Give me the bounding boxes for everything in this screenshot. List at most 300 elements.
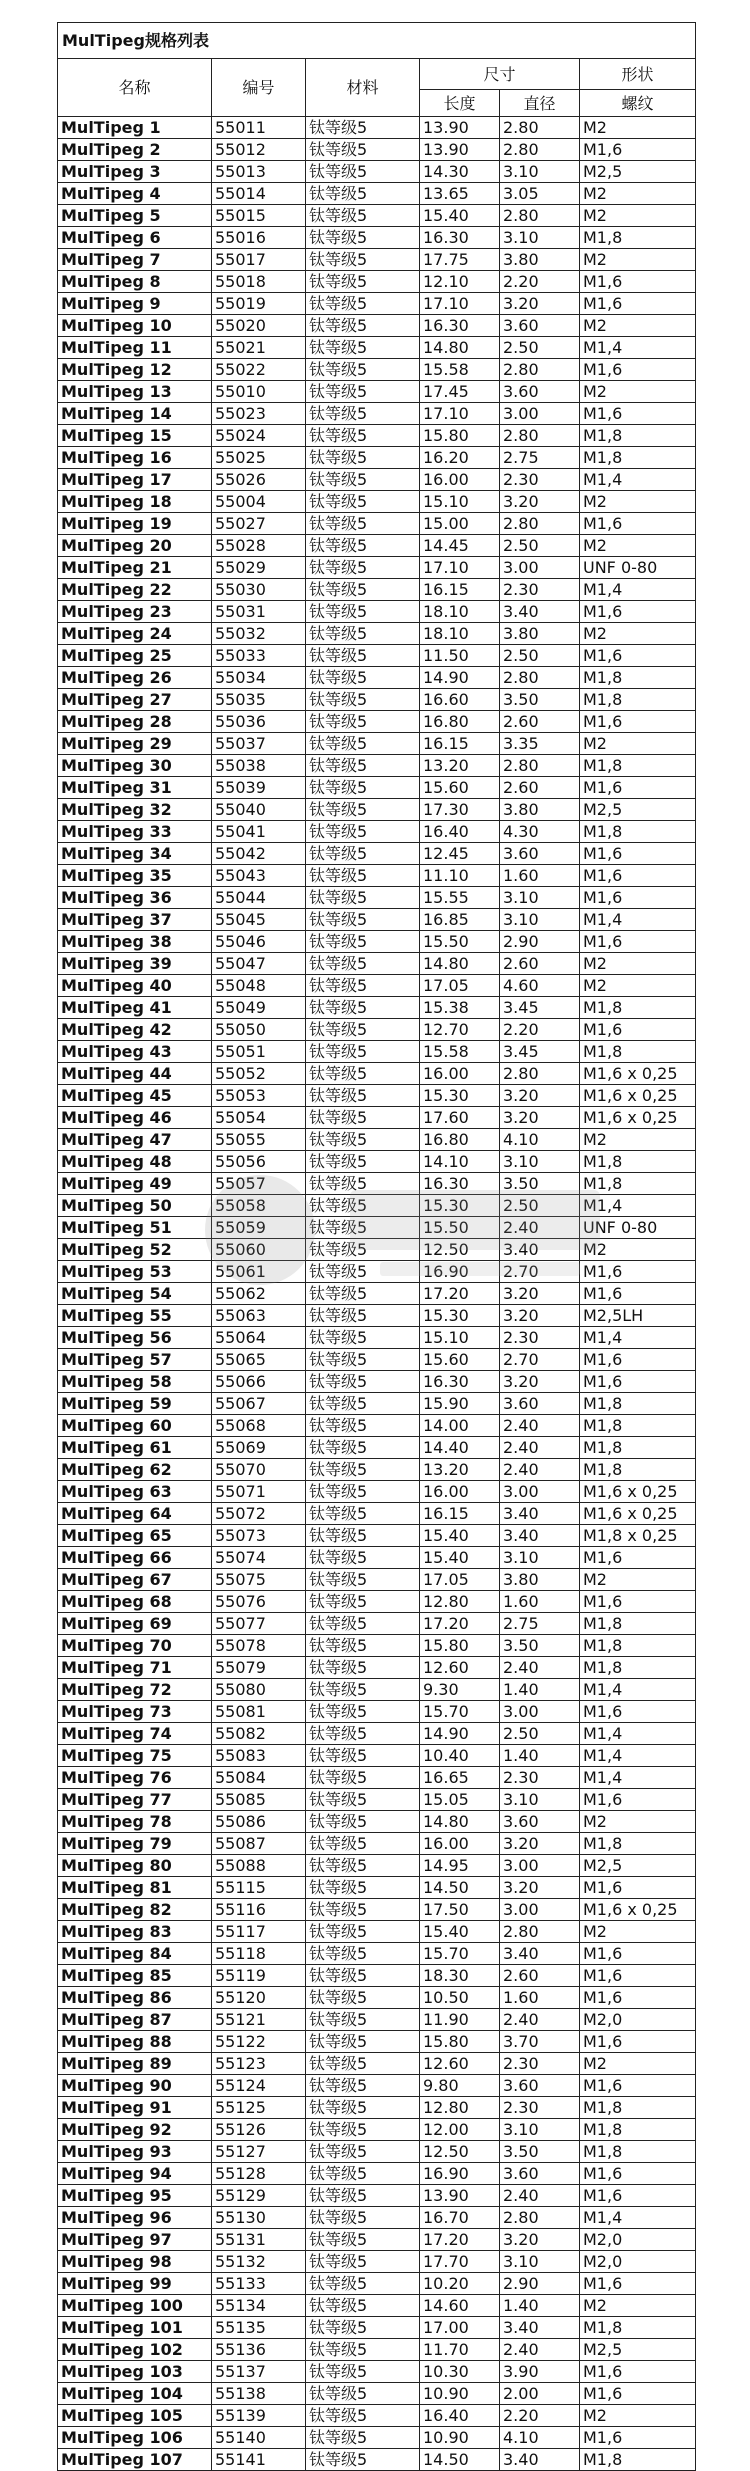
cell-material: 钛等级5 — [306, 1921, 420, 1943]
cell-length: 15.10 — [420, 491, 500, 513]
cell-length: 15.55 — [420, 887, 500, 909]
table-row — [58, 821, 696, 843]
cell-thread: M1,6 — [580, 931, 696, 953]
cell-code: 55044 — [212, 887, 306, 909]
cell-length: 10.90 — [420, 2383, 500, 2405]
cell-length: 17.00 — [420, 2317, 500, 2339]
cell-name: MulTipeg 96 — [58, 2207, 212, 2229]
cell-thread: M1,6 — [580, 1987, 696, 2009]
cell-code: 55132 — [212, 2251, 306, 2273]
cell-length: 15.58 — [420, 359, 500, 381]
cell-material: 钛等级5 — [306, 1305, 420, 1327]
cell-code: 55122 — [212, 2031, 306, 2053]
cell-material: 钛等级5 — [306, 2141, 420, 2163]
cell-code: 55024 — [212, 425, 306, 447]
cell-thread: M1,8 — [580, 2119, 696, 2141]
table-row — [58, 1173, 696, 1195]
cell-length: 16.15 — [420, 1503, 500, 1525]
cell-diameter: 2.70 — [500, 1349, 580, 1371]
cell-code: 55027 — [212, 513, 306, 535]
cell-code: 55016 — [212, 227, 306, 249]
table-row — [58, 667, 696, 689]
cell-code: 55032 — [212, 623, 306, 645]
cell-code: 55135 — [212, 2317, 306, 2339]
cell-code: 55056 — [212, 1151, 306, 1173]
cell-code: 55138 — [212, 2383, 306, 2405]
cell-length: 11.50 — [420, 645, 500, 667]
table-row — [58, 139, 696, 161]
cell-name: MulTipeg 51 — [58, 1217, 212, 1239]
cell-name: MulTipeg 66 — [58, 1547, 212, 1569]
table-row — [58, 1877, 696, 1899]
table-row — [58, 1459, 696, 1481]
cell-code: 55042 — [212, 843, 306, 865]
cell-thread: M1,6 — [580, 887, 696, 909]
cell-thread: M1,8 x 0,25 — [580, 1525, 696, 1547]
cell-material: 钛等级5 — [306, 381, 420, 403]
cell-name: MulTipeg 47 — [58, 1129, 212, 1151]
cell-thread: M1,6 — [580, 1701, 696, 1723]
cell-length: 17.20 — [420, 2229, 500, 2251]
cell-thread: M1,6 — [580, 1591, 696, 1613]
cell-thread: M2,5 — [580, 2339, 696, 2361]
cell-code: 55034 — [212, 667, 306, 689]
cell-code: 55061 — [212, 1261, 306, 1283]
cell-diameter: 2.30 — [500, 1767, 580, 1789]
cell-diameter: 3.90 — [500, 2361, 580, 2383]
cell-code: 55070 — [212, 1459, 306, 1481]
cell-name: MulTipeg 4 — [58, 183, 212, 205]
cell-length: 16.80 — [420, 1129, 500, 1151]
cell-code: 55123 — [212, 2053, 306, 2075]
cell-code: 55014 — [212, 183, 306, 205]
cell-length: 16.30 — [420, 1173, 500, 1195]
cell-material: 钛等级5 — [306, 1063, 420, 1085]
cell-material: 钛等级5 — [306, 1569, 420, 1591]
cell-thread: M1,6 — [580, 1877, 696, 1899]
table-row — [58, 1855, 696, 1877]
cell-diameter: 3.10 — [500, 161, 580, 183]
table-row — [58, 2075, 696, 2097]
cell-length: 16.00 — [420, 1063, 500, 1085]
cell-diameter: 3.00 — [500, 1701, 580, 1723]
cell-material: 钛等级5 — [306, 1855, 420, 1877]
table-row — [58, 2339, 696, 2361]
cell-diameter: 3.20 — [500, 1833, 580, 1855]
cell-material: 钛等级5 — [306, 821, 420, 843]
cell-thread: M2 — [580, 1129, 696, 1151]
table-row — [58, 271, 696, 293]
cell-name: MulTipeg 63 — [58, 1481, 212, 1503]
cell-diameter: 3.80 — [500, 799, 580, 821]
cell-diameter: 3.05 — [500, 183, 580, 205]
cell-thread: M2 — [580, 975, 696, 997]
table-row — [58, 1657, 696, 1679]
cell-material: 钛等级5 — [306, 2207, 420, 2229]
cell-material: 钛等级5 — [306, 2163, 420, 2185]
table-row — [58, 2009, 696, 2031]
cell-length: 14.80 — [420, 337, 500, 359]
cell-diameter: 3.60 — [500, 2075, 580, 2097]
table-row — [58, 2273, 696, 2295]
cell-diameter: 3.45 — [500, 997, 580, 1019]
cell-code: 55078 — [212, 1635, 306, 1657]
cell-thread: M1,4 — [580, 909, 696, 931]
cell-name: MulTipeg 101 — [58, 2317, 212, 2339]
cell-name: MulTipeg 27 — [58, 689, 212, 711]
cell-length: 11.70 — [420, 2339, 500, 2361]
cell-material: 钛等级5 — [306, 2119, 420, 2141]
cell-diameter: 3.80 — [500, 1569, 580, 1591]
cell-material: 钛等级5 — [306, 1041, 420, 1063]
cell-code: 55126 — [212, 2119, 306, 2141]
cell-diameter: 2.60 — [500, 777, 580, 799]
cell-material: 钛等级5 — [306, 359, 420, 381]
cell-code: 55010 — [212, 381, 306, 403]
cell-material: 钛等级5 — [306, 337, 420, 359]
table-row — [58, 1525, 696, 1547]
cell-diameter: 3.70 — [500, 2031, 580, 2053]
table-row — [58, 953, 696, 975]
cell-length: 13.90 — [420, 117, 500, 139]
cell-thread: M1,8 — [580, 447, 696, 469]
cell-material: 钛等级5 — [306, 2185, 420, 2207]
table-row — [58, 1349, 696, 1371]
cell-diameter: 2.20 — [500, 1019, 580, 1041]
cell-diameter: 3.00 — [500, 1481, 580, 1503]
cell-name: MulTipeg 64 — [58, 1503, 212, 1525]
table-row — [58, 2251, 696, 2273]
table-row — [58, 205, 696, 227]
cell-length: 10.20 — [420, 2273, 500, 2295]
table-row — [58, 2295, 696, 2317]
cell-length: 15.70 — [420, 1701, 500, 1723]
cell-name: MulTipeg 33 — [58, 821, 212, 843]
cell-length: 17.30 — [420, 799, 500, 821]
cell-code: 55069 — [212, 1437, 306, 1459]
cell-diameter: 2.80 — [500, 359, 580, 381]
cell-name: MulTipeg 32 — [58, 799, 212, 821]
cell-diameter: 2.30 — [500, 2053, 580, 2075]
cell-name: MulTipeg 50 — [58, 1195, 212, 1217]
cell-thread: M2 — [580, 2053, 696, 2075]
cell-diameter: 3.00 — [500, 403, 580, 425]
table-row — [58, 2229, 696, 2251]
cell-thread: M1,6 — [580, 1965, 696, 1987]
cell-thread: M1,8 — [580, 667, 696, 689]
cell-thread: M1,6 — [580, 139, 696, 161]
cell-length: 12.80 — [420, 1591, 500, 1613]
cell-thread: M1,4 — [580, 1723, 696, 1745]
cell-code: 55136 — [212, 2339, 306, 2361]
cell-name: MulTipeg 52 — [58, 1239, 212, 1261]
cell-diameter: 3.60 — [500, 1393, 580, 1415]
cell-material: 钛等级5 — [306, 2317, 420, 2339]
cell-diameter: 3.10 — [500, 1789, 580, 1811]
cell-material: 钛等级5 — [306, 733, 420, 755]
cell-material: 钛等级5 — [306, 755, 420, 777]
cell-code: 55033 — [212, 645, 306, 667]
cell-code: 55083 — [212, 1745, 306, 1767]
cell-material: 钛等级5 — [306, 1635, 420, 1657]
cell-length: 16.30 — [420, 315, 500, 337]
cell-thread: M1,6 — [580, 843, 696, 865]
cell-code: 55048 — [212, 975, 306, 997]
table-row — [58, 1745, 696, 1767]
cell-thread: M1,6 — [580, 777, 696, 799]
cell-code: 55082 — [212, 1723, 306, 1745]
cell-material: 钛等级5 — [306, 689, 420, 711]
cell-name: MulTipeg 40 — [58, 975, 212, 997]
table-row — [58, 2405, 696, 2427]
cell-length: 14.95 — [420, 1855, 500, 1877]
cell-name: MulTipeg 107 — [58, 2449, 212, 2471]
cell-code: 55073 — [212, 1525, 306, 1547]
cell-name: MulTipeg 79 — [58, 1833, 212, 1855]
cell-material: 钛等级5 — [306, 1371, 420, 1393]
cell-thread: M2 — [580, 1569, 696, 1591]
cell-thread: UNF 0-80 — [580, 1217, 696, 1239]
cell-thread: M1,8 — [580, 2097, 696, 2119]
cell-thread: M1,8 — [580, 1151, 696, 1173]
cell-thread: M2 — [580, 381, 696, 403]
cell-length: 16.00 — [420, 1481, 500, 1503]
cell-code: 55031 — [212, 601, 306, 623]
cell-material: 钛等级5 — [306, 1151, 420, 1173]
cell-code: 55019 — [212, 293, 306, 315]
cell-code: 55086 — [212, 1811, 306, 1833]
cell-thread: M1,6 — [580, 1789, 696, 1811]
cell-thread: M1,6 — [580, 601, 696, 623]
cell-length: 15.40 — [420, 1921, 500, 1943]
cell-name: MulTipeg 102 — [58, 2339, 212, 2361]
cell-thread: M2 — [580, 2295, 696, 2317]
cell-code: 55087 — [212, 1833, 306, 1855]
cell-thread: M2 — [580, 1239, 696, 1261]
cell-diameter: 4.60 — [500, 975, 580, 997]
cell-length: 16.60 — [420, 689, 500, 711]
cell-code: 55022 — [212, 359, 306, 381]
cell-name: MulTipeg 104 — [58, 2383, 212, 2405]
cell-name: MulTipeg 74 — [58, 1723, 212, 1745]
cell-name: MulTipeg 43 — [58, 1041, 212, 1063]
cell-diameter: 2.80 — [500, 513, 580, 535]
cell-material: 钛等级5 — [306, 2449, 420, 2471]
cell-thread: M1,8 — [580, 1613, 696, 1635]
cell-thread: M2 — [580, 117, 696, 139]
cell-diameter: 4.10 — [500, 2427, 580, 2449]
cell-code: 55026 — [212, 469, 306, 491]
cell-material: 钛等级5 — [306, 1349, 420, 1371]
header-size: 尺寸 — [420, 59, 580, 90]
cell-material: 钛等级5 — [306, 1591, 420, 1613]
cell-code: 55120 — [212, 1987, 306, 2009]
cell-name: MulTipeg 93 — [58, 2141, 212, 2163]
cell-name: MulTipeg 31 — [58, 777, 212, 799]
cell-thread: M1,8 — [580, 1415, 696, 1437]
cell-length: 9.80 — [420, 2075, 500, 2097]
cell-thread: M1,8 — [580, 1833, 696, 1855]
cell-name: MulTipeg 78 — [58, 1811, 212, 1833]
cell-thread: M2 — [580, 953, 696, 975]
table-row — [58, 2163, 696, 2185]
cell-diameter: 3.20 — [500, 1877, 580, 1899]
cell-thread: M1,8 — [580, 1459, 696, 1481]
cell-length: 16.90 — [420, 2163, 500, 2185]
cell-diameter: 2.20 — [500, 271, 580, 293]
cell-material: 钛等级5 — [306, 1481, 420, 1503]
cell-material: 钛等级5 — [306, 1393, 420, 1415]
table-row — [58, 2119, 696, 2141]
cell-name: MulTipeg 61 — [58, 1437, 212, 1459]
cell-name: MulTipeg 35 — [58, 865, 212, 887]
cell-name: MulTipeg 62 — [58, 1459, 212, 1481]
table-row — [58, 579, 696, 601]
cell-thread: M1,8 — [580, 689, 696, 711]
cell-thread: M2 — [580, 623, 696, 645]
cell-thread: M1,8 — [580, 2317, 696, 2339]
cell-length: 17.10 — [420, 293, 500, 315]
cell-code: 55121 — [212, 2009, 306, 2031]
cell-thread: M2 — [580, 1921, 696, 1943]
cell-material: 钛等级5 — [306, 557, 420, 579]
cell-code: 55039 — [212, 777, 306, 799]
cell-length: 12.10 — [420, 271, 500, 293]
cell-code: 55004 — [212, 491, 306, 513]
cell-code: 55074 — [212, 1547, 306, 1569]
cell-thread: M1,4 — [580, 579, 696, 601]
header-shape: 形状 — [580, 59, 696, 90]
cell-name: MulTipeg 17 — [58, 469, 212, 491]
cell-thread: M1,8 — [580, 997, 696, 1019]
table-row — [58, 1591, 696, 1613]
cell-length: 14.00 — [420, 1415, 500, 1437]
cell-diameter: 3.00 — [500, 1899, 580, 1921]
cell-name: MulTipeg 81 — [58, 1877, 212, 1899]
table-row — [58, 1327, 696, 1349]
cell-length: 14.90 — [420, 667, 500, 689]
table-row — [58, 1811, 696, 1833]
cell-code: 55045 — [212, 909, 306, 931]
cell-thread: M2 — [580, 491, 696, 513]
cell-length: 12.70 — [420, 1019, 500, 1041]
table-row — [58, 2097, 696, 2119]
cell-length: 15.58 — [420, 1041, 500, 1063]
cell-diameter: 2.75 — [500, 447, 580, 469]
cell-name: MulTipeg 18 — [58, 491, 212, 513]
cell-material: 钛等级5 — [306, 1217, 420, 1239]
cell-material: 钛等级5 — [306, 2009, 420, 2031]
cell-length: 18.10 — [420, 623, 500, 645]
table-row — [58, 2141, 696, 2163]
cell-diameter: 2.40 — [500, 2185, 580, 2207]
cell-diameter: 3.10 — [500, 2251, 580, 2273]
table-row — [58, 1415, 696, 1437]
cell-diameter: 1.60 — [500, 1987, 580, 2009]
cell-code: 55029 — [212, 557, 306, 579]
cell-diameter: 3.20 — [500, 1107, 580, 1129]
cell-diameter: 3.60 — [500, 2163, 580, 2185]
cell-code: 55079 — [212, 1657, 306, 1679]
cell-material: 钛等级5 — [306, 249, 420, 271]
cell-name: MulTipeg 26 — [58, 667, 212, 689]
cell-code: 55060 — [212, 1239, 306, 1261]
cell-diameter: 2.40 — [500, 2009, 580, 2031]
cell-thread: M2,0 — [580, 2009, 696, 2031]
cell-name: MulTipeg 99 — [58, 2273, 212, 2295]
cell-material: 钛等级5 — [306, 469, 420, 491]
cell-code: 55036 — [212, 711, 306, 733]
cell-length: 14.40 — [420, 1437, 500, 1459]
table-row — [58, 887, 696, 909]
cell-diameter: 1.40 — [500, 2295, 580, 2317]
cell-name: MulTipeg 14 — [58, 403, 212, 425]
cell-length: 14.50 — [420, 2449, 500, 2471]
cell-name: MulTipeg 13 — [58, 381, 212, 403]
cell-code: 55015 — [212, 205, 306, 227]
cell-thread: M1,6 x 0,25 — [580, 1503, 696, 1525]
cell-length: 15.30 — [420, 1305, 500, 1327]
cell-material: 钛等级5 — [306, 2097, 420, 2119]
table-row — [58, 2361, 696, 2383]
cell-name: MulTipeg 56 — [58, 1327, 212, 1349]
cell-length: 17.70 — [420, 2251, 500, 2273]
cell-material: 钛等级5 — [306, 1899, 420, 1921]
cell-name: MulTipeg 100 — [58, 2295, 212, 2317]
cell-diameter: 2.40 — [500, 1459, 580, 1481]
cell-material: 钛等级5 — [306, 1195, 420, 1217]
cell-material: 钛等级5 — [306, 975, 420, 997]
cell-material: 钛等级5 — [306, 2273, 420, 2295]
cell-thread: M1,6 x 0,25 — [580, 1107, 696, 1129]
cell-thread: M1,8 — [580, 755, 696, 777]
cell-thread: M1,6 — [580, 711, 696, 733]
cell-material: 钛等级5 — [306, 2053, 420, 2075]
cell-diameter: 2.90 — [500, 2273, 580, 2295]
cell-name: MulTipeg 46 — [58, 1107, 212, 1129]
cell-code: 55115 — [212, 1877, 306, 1899]
cell-thread: M1,8 — [580, 425, 696, 447]
cell-code: 55064 — [212, 1327, 306, 1349]
cell-name: MulTipeg 28 — [58, 711, 212, 733]
table-title: MulTipeg规格列表 — [58, 23, 696, 59]
cell-thread: M1,8 — [580, 1173, 696, 1195]
cell-diameter: 2.30 — [500, 2097, 580, 2119]
cell-thread: M1,6 x 0,25 — [580, 1085, 696, 1107]
table-row — [58, 1569, 696, 1591]
cell-code: 55117 — [212, 1921, 306, 1943]
cell-length: 12.50 — [420, 2141, 500, 2163]
cell-length: 15.80 — [420, 1635, 500, 1657]
cell-diameter: 2.40 — [500, 1217, 580, 1239]
cell-material: 钛等级5 — [306, 843, 420, 865]
cell-diameter: 2.60 — [500, 1965, 580, 1987]
cell-thread: M2,0 — [580, 2251, 696, 2273]
cell-length: 10.90 — [420, 2427, 500, 2449]
cell-material: 钛等级5 — [306, 1085, 420, 1107]
cell-length: 14.80 — [420, 1811, 500, 1833]
cell-thread: M2 — [580, 733, 696, 755]
cell-diameter: 2.50 — [500, 645, 580, 667]
table-row — [58, 1393, 696, 1415]
cell-length: 15.40 — [420, 1547, 500, 1569]
cell-thread: M2,0 — [580, 2229, 696, 2251]
cell-diameter: 2.80 — [500, 1921, 580, 1943]
cell-thread: M2,5 — [580, 1855, 696, 1877]
cell-name: MulTipeg 12 — [58, 359, 212, 381]
cell-material: 钛等级5 — [306, 1437, 420, 1459]
cell-material: 钛等级5 — [306, 1877, 420, 1899]
